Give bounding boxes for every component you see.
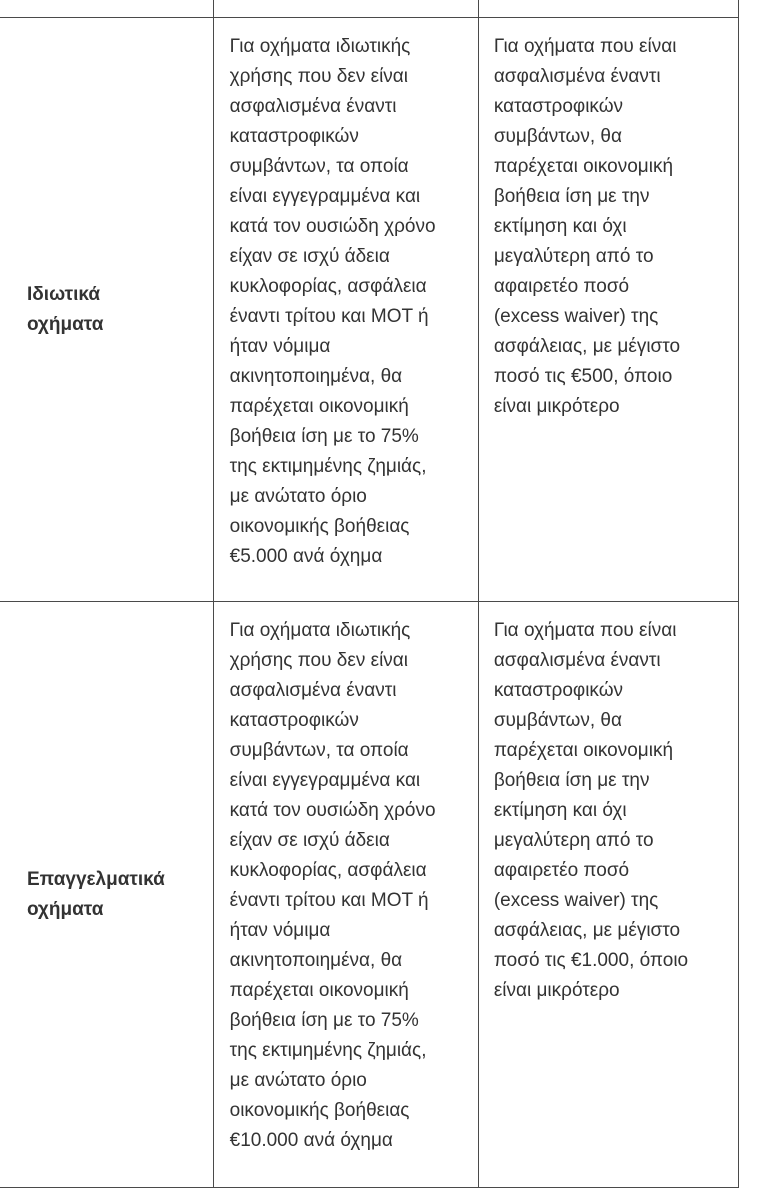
table-cell-stub: [478, 0, 738, 18]
category-cell: [0, 18, 213, 602]
uninsured-aid-cell: [213, 602, 478, 1188]
table-row-private-vehicles: [0, 18, 739, 602]
table-cell-stub: [213, 0, 478, 18]
table-cell-stub: [0, 0, 213, 18]
insured-aid-text: Για οχήματα που είναι ασφαλισμένα έναντι καταστροφικών συμβάντων, θα παρέχεται οικονομική βοήθεια ίση με την εκτίμηση και όχι μεγαλύτερη από το αφαιρετέο ποσό (excess waiver) της ασφάλειας, με μέγιστο ποσό τις €500, όποιο είναι μικρότερο: [493, 36, 681, 417]
insured-aid-cell: [478, 602, 738, 1188]
table-row-previous-stub: [0, 0, 739, 18]
uninsured-aid-text: Για οχήματα ιδιωτικής χρήσης που δεν είναι ασφαλισμένα έναντι καταστροφικών συμβάντων, τα οποία είναι εγγεγραμμένα και κατά τον ουσιώδη χρόνο είχαν σε ισχύ άδεια κυκλοφορίας, ασφάλεια έναντι τρίτου και ΜΟΤ ή ήταν νόμιμα ακινητοποιημένα, θα παρέχεται οικονομική βοήθεια ίση με το 75% της εκτιμημένης ζημιάς, με ανώτατο όριο οικονομικής βοήθειας €10.000 ανά όχημα: [229, 620, 436, 1151]
category-label-private-vehicles: Ιδιωτικά οχήματα: [27, 283, 104, 335]
insured-aid-cell: [478, 18, 738, 602]
category-cell: [0, 602, 213, 1188]
insured-aid-text: Για οχήματα που είναι ασφαλισμένα έναντι καταστροφικών συμβάντων, θα παρέχεται οικονομική βοήθεια ίση με την εκτίμηση και όχι μεγαλύτερη από το αφαιρετέο ποσό (excess waiver) της ασφάλειας, με μέγιστο ποσό τις €1.000, όποιο είναι μικρότερο: [493, 620, 689, 1001]
uninsured-aid-cell: [213, 18, 478, 602]
category-label-commercial-vehicles: Επαγγελματικά οχήματα: [27, 868, 165, 920]
uninsured-aid-text: Για οχήματα ιδιωτικής χρήσης που δεν είναι ασφαλισμένα έναντι καταστροφικών συμβάντων, τα οποία είναι εγγεγραμμένα και κατά τον ουσιώδη χρόνο είχαν σε ισχύ άδεια κυκλοφορίας, ασφάλεια έναντι τρίτου και ΜΟΤ ή ήταν νόμιμα ακινητοποιημένα, θα παρέχεται οικονομική βοήθεια ίση με το 75% της εκτιμημένης ζημιάς, με ανώτατο όριο οικονομικής βοήθειας €5.000 ανά όχημα: [229, 36, 436, 567]
table-row-commercial-vehicles: [0, 602, 739, 1188]
